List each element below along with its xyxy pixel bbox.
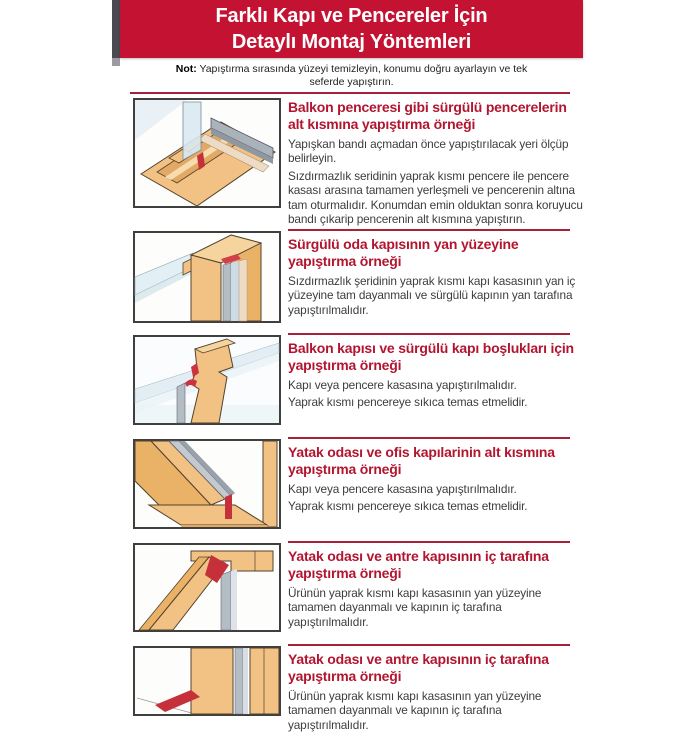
section-1-paragraph: Yapışkan bandı açmadan önce yapıştırılacak yeri ölçüp belirleyin. (288, 137, 569, 166)
banner-left-bar (112, 0, 120, 58)
section-1-heading: Balkon penceresi gibi sürgülü pencerelerin alt kısmına yapıştırma örneği (288, 99, 567, 132)
section-5-paragraph: Ürünün yaprak kısmı kapı kasasının yan yüzeyine tamamen dayanmalı ve kapının iç tarafına yapıştırılmalıdır. (288, 586, 542, 629)
section-4-paragraph: Kapı veya pencere kasasına yapıştırılmalıdır. (288, 482, 517, 496)
illustration-door-bottom (133, 439, 281, 529)
illustration-window-sill-track (133, 98, 281, 208)
divider-line (288, 437, 570, 439)
section-4-paragraph: Yaprak kısmı pencereye sıkıca temas etmelidir. (288, 499, 528, 514)
divider-line (288, 541, 570, 543)
section-6 (288, 651, 584, 735)
illustration-entry-door-frame (133, 646, 281, 716)
section-6-paragraph: Ürünün yaprak kısmı kapı kasasının yan yüzeyine tamamen dayanmalı ve kapının iç tarafına yapıştırılmalıdır. (288, 689, 542, 732)
note-label: Not: (175, 63, 197, 75)
section-5 (288, 548, 584, 632)
note-text: Yapıştırma sırasında yüzeyi temizleyin, konumu doğru ayarlayın ve tek seferde yapıştırın. (199, 63, 528, 88)
header-banner (120, 0, 583, 58)
section-3 (288, 340, 584, 413)
door-inner-drawing-icon (135, 545, 279, 630)
note (120, 63, 583, 89)
section-3-heading: Balkon kapısı ve sürgülü kapı boşlukları için yapıştırma örneği (288, 340, 574, 373)
section-3-paragraph: Yaprak kısmı pencereye sıkıca temas etmelidir. (288, 395, 528, 410)
divider-line (288, 333, 570, 335)
section-2-heading: Sürgülü oda kapısının yan yüzeyine yapıştırma örneği (288, 236, 519, 269)
section-5-heading: Yatak odası ve antre kapısının iç tarafına yapıştırma örneği (288, 548, 549, 581)
balcony-door-drawing-icon (135, 337, 279, 423)
section-4 (288, 444, 584, 517)
illustration-balcony-door-gap (133, 335, 281, 425)
divider-line (130, 92, 570, 94)
section-4-heading: Yatak odası ve ofis kapılarinin alt kısmına yapıştırma örneği (288, 444, 555, 477)
section-2 (288, 236, 584, 320)
divider-line (288, 644, 570, 646)
illustration-sliding-door-side (133, 231, 281, 323)
page-title-line1: Farklı Kapı ve Pencereler İçin (215, 5, 488, 27)
section-2-paragraph: Sızdırmazlık şeridinin yaprak kısmı kapı kasasının yan iç yüzeyine tam dayanmalı ve sürgülü kapının yan tarafına yapıştırılmalıdır. (288, 274, 576, 317)
section-1 (288, 99, 584, 229)
section-1-paragraph: Sızdırmazlık seridinin yaprak kısmı pencere ile pencere kasası arasına tamamen yerleşmeli ve pencerenin altına tam oturmalıdır. Konumdan emin olduktan sonra koruyucu bandı çıkarip pencerenin alt kısmına yapıştırın. (288, 168, 583, 227)
banner-left-bar-accent (112, 58, 120, 66)
entry-door-drawing-icon (135, 648, 279, 714)
page-title-line2: Detaylı Montaj Yöntemleri (231, 31, 472, 53)
section-3-paragraph: Kapı veya pencere kasasına yapıştırılmalıdır. (288, 378, 517, 392)
window-sill-drawing-icon (135, 100, 279, 206)
illustration-door-inner-side (133, 543, 281, 632)
divider-line (288, 229, 570, 231)
section-6-heading: Yatak odası ve antre kapısının iç tarafına yapıştırma örneği (288, 651, 549, 684)
door-bottom-drawing-icon (135, 441, 279, 527)
sliding-door-drawing-icon (135, 233, 279, 321)
